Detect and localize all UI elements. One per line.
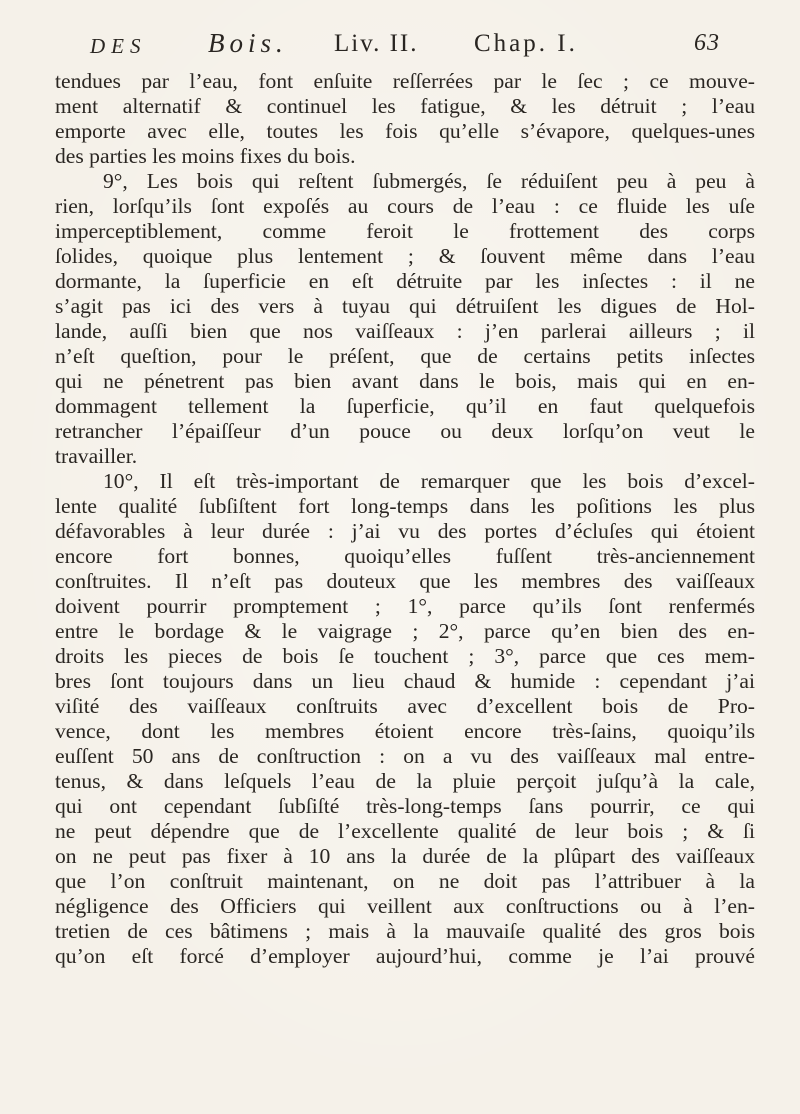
text-line: dommagent tellement la ſuperficie, qu’il en faut quelquefois bbox=[55, 394, 755, 418]
text-line: on ne peut pas fixer à 10 ans la durée de la plûpart des vaiſſeaux bbox=[55, 844, 755, 868]
text-line: conſtruites. Il n’eſt pas douteux que les membres des vaiſſeaux bbox=[55, 569, 755, 593]
text-line: tretien de ces bâtimens ; mais à la mauvaiſe qualité des gros bois bbox=[55, 919, 755, 943]
text-line: que l’on conſtruit maintenant, on ne doit pas l’attribuer à la bbox=[55, 869, 755, 893]
text-line: travailler. bbox=[55, 444, 138, 468]
text-line: vence, dont les membres étoient encore très-ſains, quoiqu’ils bbox=[55, 719, 755, 743]
text-line: négligence des Officiers qui veillent aux conſtructions ou à l’en- bbox=[55, 894, 755, 918]
body-text bbox=[55, 69, 755, 969]
text-line: doivent pourrir promptement ; 1°, parce qu’ils ſont renfermés bbox=[55, 594, 755, 618]
text-line: qui ne pénetrent pas bien avant dans le bois, mais qui en en- bbox=[55, 369, 755, 393]
text-line: viſité des vaiſſeaux conſtruits avec d’excellent bois de Pro- bbox=[55, 694, 755, 718]
text-line: qu’on eſt forcé d’employer aujourd’hui, comme je l’ai prouvé bbox=[55, 944, 755, 968]
text-line: 10°, Il eſt très-important de remarquer que les bois d’excel- bbox=[103, 469, 755, 493]
text-line: des parties les moins fixes du bois. bbox=[55, 144, 356, 168]
text-line: rien, lorſqu’ils ſont expoſés au cours de l’eau : ce fluide les uſe bbox=[55, 194, 755, 218]
text-line: tendues par l’eau, font enſuite reſſerrées par le ſec ; ce mouve- bbox=[55, 69, 755, 93]
text-line: emporte avec elle, toutes les fois qu’elle s’évapore, quelques-unes bbox=[55, 119, 755, 143]
text-line: lente qualité ſubſiſtent fort long-temps dans les poſitions les plus bbox=[55, 494, 755, 518]
text-line: euſſent 50 ans de conſtruction : on a vu des vaiſſeaux mal entre- bbox=[55, 744, 755, 768]
text-line: s’agit pas ici des vers à tuyau qui détruiſent les digues de Hol- bbox=[55, 294, 755, 318]
text-line: retrancher l’épaiſſeur d’un pouce ou deux lorſqu’on veut le bbox=[55, 419, 755, 443]
text-line: bres ſont toujours dans un lieu chaud & humide : cependant j’ai bbox=[55, 669, 755, 693]
running-head-livre: Liv. II. bbox=[334, 30, 419, 57]
running-head-des: DES bbox=[90, 34, 147, 58]
running-head-chapitre: Chap. I. bbox=[474, 30, 578, 57]
text-line: ne peut dépendre que de l’excellente qualité de leur bois ; & ſi bbox=[55, 819, 755, 843]
running-head bbox=[90, 28, 770, 64]
text-line: ſolides, quoique plus lentement ; & ſouvent même dans l’eau bbox=[55, 244, 755, 268]
page-number: 63 bbox=[694, 30, 720, 56]
text-line: n’eſt queſtion, pour le préſent, que de certains petits inſectes bbox=[55, 344, 755, 368]
text-line: ment alternatif & continuel les fatigue, & les détruit ; l’eau bbox=[55, 94, 755, 118]
text-line: qui ont cependant ſubſiſté très-long-temps ſans pourrir, ce qui bbox=[55, 794, 755, 818]
text-line: tenus, & dans leſquels l’eau de la pluie perçoit juſqu’à la cale, bbox=[55, 769, 755, 793]
text-line: encore fort bonnes, quoiqu’elles fuſſent très-anciennement bbox=[55, 544, 755, 568]
text-line: lande, auſſi bien que nos vaiſſeaux : j’en parlerai ailleurs ; il bbox=[55, 319, 755, 343]
text-line: dormante, la ſuperficie en eſt détruite par les inſectes : il ne bbox=[55, 269, 755, 293]
text-line: droits les pieces de bois ſe touchent ; 3°, parce que ces mem- bbox=[55, 644, 755, 668]
text-line: 9°, Les bois qui reſtent ſubmergés, ſe réduiſent peu à peu à bbox=[103, 169, 755, 193]
text-line: défavorables à leur durée : j’ai vu des portes d’écluſes qui étoient bbox=[55, 519, 755, 543]
text-line: entre le bordage & le vaigrage ; 2°, parce qu’en bien des en- bbox=[55, 619, 755, 643]
running-head-bois: Bois. bbox=[208, 28, 288, 58]
text-line: imperceptiblement, comme feroit le frottement des corps bbox=[55, 219, 755, 243]
